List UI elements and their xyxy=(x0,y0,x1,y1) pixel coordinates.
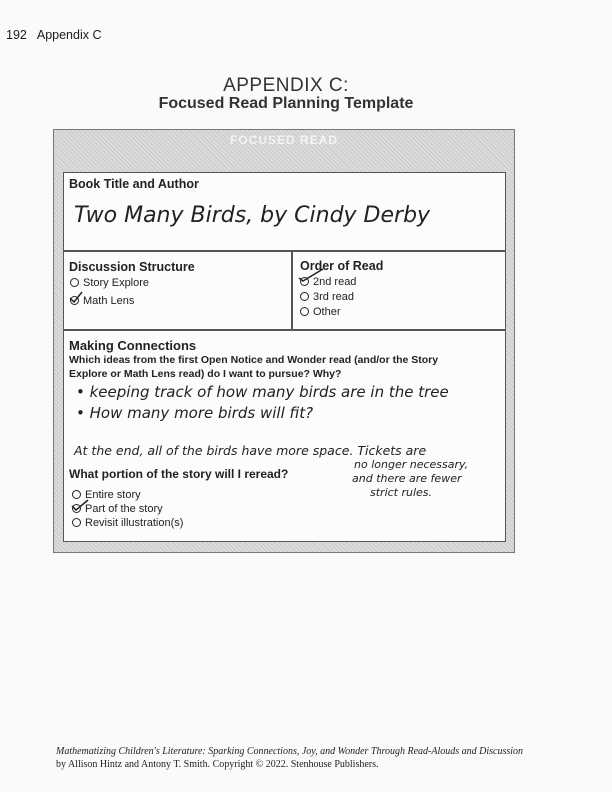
radio-circle-icon xyxy=(72,518,81,527)
order-of-read-card xyxy=(292,251,506,330)
reread-note-line-2: no longer necessary, xyxy=(354,458,469,471)
option-2nd-read[interactable]: 2nd read xyxy=(300,276,356,288)
footer-line-2: by Allison Hintz and Antony T. Smith. Copyright © 2022. Stenhouse Publishers. xyxy=(56,759,379,770)
template-subtitle: Focused Read Planning Template xyxy=(158,95,414,112)
option-story-explore[interactable]: Story Explore xyxy=(70,277,149,289)
frame-header: FOCUSED READ xyxy=(229,133,338,147)
option-3rd-read[interactable]: 3rd read xyxy=(300,291,354,303)
reread-label: What portion of the story will I reread? xyxy=(69,467,289,481)
connections-handwriting-line-2: • How many more birds will fit? xyxy=(76,404,314,422)
making-connections-card xyxy=(63,330,506,542)
connections-handwriting-line-1: • keeping track of how many birds are in the tree xyxy=(76,383,449,401)
connections-question-line-1: Which ideas from the first Open Notice and Wonder read (and/or the Story xyxy=(69,354,439,366)
section-label: Appendix C xyxy=(36,28,102,42)
discussion-structure-card xyxy=(63,251,292,330)
discussion-structure-label: Discussion Structure xyxy=(69,260,195,274)
book-title-handwriting: Two Many Birds, by Cindy Derby xyxy=(74,203,431,228)
checkmark-icon xyxy=(68,290,84,304)
option-other[interactable]: Other xyxy=(300,306,341,318)
checkmark-icon xyxy=(297,267,327,283)
radio-circle-icon xyxy=(300,307,309,316)
appendix-title: APPENDIX C: xyxy=(223,75,349,96)
running-head xyxy=(6,28,101,42)
reread-note-line-4: strict rules. xyxy=(370,486,433,499)
connections-question-line-2: Explore or Math Lens read) do I want to pursue? Why? xyxy=(69,368,342,380)
option-revisit-illustrations[interactable]: Revisit illustration(s) xyxy=(72,517,183,529)
page-number: 192 xyxy=(6,28,27,42)
checkmark-icon xyxy=(70,498,92,512)
option-entire-story[interactable]: Entire story xyxy=(72,489,141,501)
footer-line-1: Mathematizing Children's Literature: Sparking Connections, Joy, and Wonder Through Read-Alouds and Discussion xyxy=(56,746,524,757)
reread-note-line-3: and there are fewer xyxy=(352,472,462,485)
option-math-lens[interactable]: Math Lens xyxy=(70,295,134,307)
book-title-card xyxy=(63,172,506,251)
footer-citation xyxy=(56,745,576,771)
option-part-of-story[interactable]: Part of the story xyxy=(72,503,163,515)
order-of-read-label: Order of Read xyxy=(300,259,384,273)
reread-note-line-1: At the end, all of the birds have more space. Tickets are xyxy=(74,443,427,458)
radio-circle-icon xyxy=(70,278,79,287)
making-connections-label: Making Connections xyxy=(69,338,197,353)
book-title-label: Book Title and Author xyxy=(69,177,199,191)
radio-circle-icon xyxy=(300,292,309,301)
